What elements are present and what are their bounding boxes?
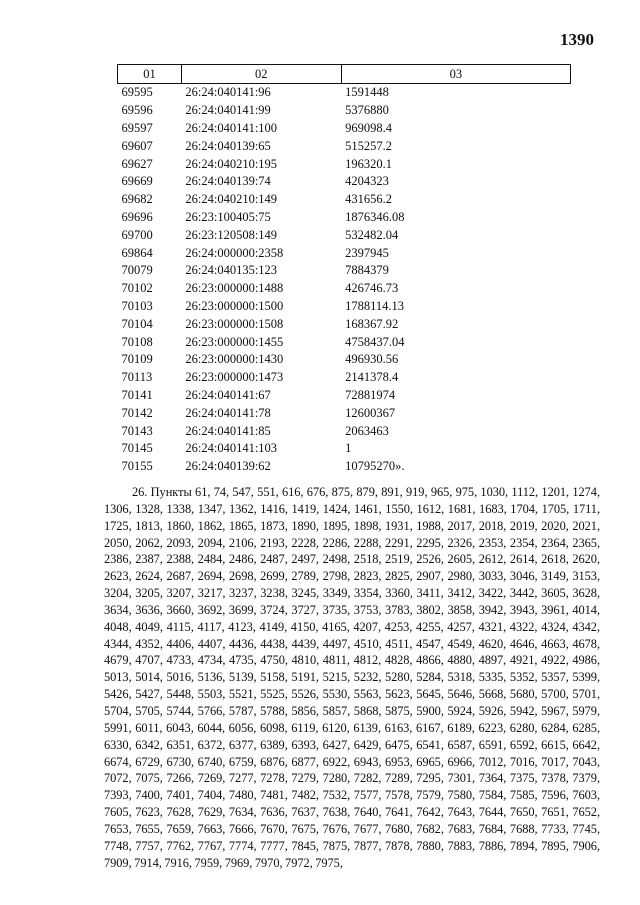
cadastral-number-cell: 26:23:000000:1508 bbox=[185, 316, 284, 331]
cadastral-number-cell: 26:24:040139:74 bbox=[185, 174, 271, 189]
row-number-cell: 70155 bbox=[121, 459, 153, 474]
cadastral-number-cell: 26:24:040141:85 bbox=[185, 423, 271, 438]
value-cell: 10795270». bbox=[345, 459, 405, 474]
cadastral-number-cell: 26:24:040141:78 bbox=[185, 405, 271, 420]
row-number-cell: 69669 bbox=[121, 174, 153, 189]
registry-table bbox=[117, 64, 571, 476]
row-number-cell: 69597 bbox=[121, 120, 153, 135]
table-row bbox=[118, 262, 571, 280]
cadastral-number-cell: 26:24:040141:99 bbox=[185, 103, 271, 118]
row-number-cell: 69864 bbox=[121, 245, 153, 260]
row-number-cell: 70113 bbox=[121, 370, 153, 385]
table-row bbox=[118, 315, 571, 333]
value-cell: 5376880 bbox=[345, 103, 389, 118]
row-number-cell: 70109 bbox=[121, 352, 153, 367]
table-row bbox=[118, 191, 571, 209]
value-cell: 515257.2 bbox=[345, 138, 393, 153]
column-header-01: 01 bbox=[118, 65, 182, 84]
value-cell: 1591448 bbox=[345, 85, 389, 100]
table-row bbox=[118, 458, 571, 476]
table-row bbox=[118, 333, 571, 351]
table-row bbox=[118, 369, 571, 387]
value-cell: 532482.04 bbox=[345, 227, 399, 242]
row-number-cell: 70079 bbox=[121, 263, 153, 278]
table-row bbox=[118, 404, 571, 422]
value-cell: 2397945 bbox=[345, 245, 389, 260]
cadastral-number-cell: 26:24:040210:195 bbox=[185, 156, 278, 171]
value-cell: 12600367 bbox=[345, 405, 396, 420]
page-number: 1390 bbox=[560, 30, 594, 49]
value-cell: 196320.1 bbox=[345, 156, 393, 171]
table-row bbox=[118, 155, 571, 173]
row-number-cell: 70145 bbox=[121, 441, 153, 456]
table-body bbox=[118, 84, 571, 476]
table-row bbox=[118, 298, 571, 316]
value-cell: 969098.4 bbox=[345, 120, 393, 135]
cadastral-number-cell: 26:24:040141:67 bbox=[185, 387, 271, 402]
table-row bbox=[118, 280, 571, 298]
value-cell: 2063463 bbox=[345, 423, 389, 438]
table-row bbox=[118, 440, 571, 458]
row-number-cell: 69682 bbox=[121, 192, 153, 207]
column-header-02: 02 bbox=[181, 65, 341, 84]
cadastral-number-cell: 26:23:000000:1455 bbox=[185, 334, 284, 349]
cadastral-number-cell: 26:23:000000:1430 bbox=[185, 352, 284, 367]
value-cell: 2141378.4 bbox=[345, 370, 399, 385]
row-number-cell: 69607 bbox=[121, 138, 153, 153]
row-number-cell: 69696 bbox=[121, 209, 153, 224]
value-cell: 496930.56 bbox=[345, 352, 399, 367]
table-row bbox=[118, 173, 571, 191]
value-cell: 431656.2 bbox=[345, 192, 393, 207]
cadastral-number-cell: 26:24:040139:65 bbox=[185, 138, 271, 153]
value-cell: 4204323 bbox=[345, 174, 389, 189]
value-cell: 7884379 bbox=[345, 263, 389, 278]
table-row bbox=[118, 84, 571, 102]
value-cell: 1876346.08 bbox=[345, 209, 405, 224]
row-number-cell: 70104 bbox=[121, 316, 153, 331]
row-number-cell: 69627 bbox=[121, 156, 153, 171]
value-cell: 1788114.13 bbox=[345, 298, 405, 313]
table-row bbox=[118, 137, 571, 155]
row-number-cell: 70142 bbox=[121, 405, 153, 420]
row-number-cell: 70141 bbox=[121, 387, 153, 402]
value-cell: 72881974 bbox=[345, 387, 396, 402]
row-number-cell: 70102 bbox=[121, 281, 153, 296]
column-header-03: 03 bbox=[341, 65, 570, 84]
cadastral-number-cell: 26:23:100405:75 bbox=[185, 209, 271, 224]
cadastral-number-cell: 26:23:000000:1473 bbox=[185, 370, 284, 385]
cadastral-number-cell: 26:24:040210:149 bbox=[185, 192, 278, 207]
row-number-cell: 69595 bbox=[121, 85, 153, 100]
row-number-cell: 69700 bbox=[121, 227, 153, 242]
cadastral-number-cell: 26:23:000000:1488 bbox=[185, 281, 284, 296]
cadastral-number-cell: 26:24:000000:2358 bbox=[185, 245, 284, 260]
table-row bbox=[118, 244, 571, 262]
item-26-paragraph: 26. Пункты 61, 74, 547, 551, 616, 676, 875, 879, 891, 919, 965, 975, 1030, 1112, 1201, 1274, 1306, 1328, 1338, 1347, 1362, 1416, 1419, 1424, 1461, 1550, 1612, 1681, 1683, 1704, 1705, 1711, 1725, 1813, 1860, 1862, 1865, 1873, 1890, 1895, 1898, 1931, 1988, 2017, 2018, 2019, 2020, 2021, 2050, 2062, 2093, 2094, 2106, 2193, 2228, 2286, 2288, 2291, 2295, 2326, 2353, 2354, 2364, 2365, 2386, 2387, 2388, 2484, 2486, 2487, 2497, 2498, 2518, 2519, 2526, 2605, 2612, 2614, 2618, 2620, 2623, 2624, 2687, 2694, 2698, 2699, 2789, 2798, 2823, 2825, 2907, 2980, 3033, 3046, 3149, 3153, 3204, 3205, 3207, 3217, 3237, 3238, 3245, 3349, 3354, 3360, 3411, 3412, 3422, 3442, 3605, 3628, 3634, 3636, 3660, 3692, 3699, 3724, 3727, 3735, 3753, 3783, 3802, 3858, 3942, 3943, 3961, 4014, 4048, 4049, 4115, 4117, 4123, 4149, 4150, 4165, 4207, 4253, 4255, 4257, 4321, 4322, 4324, 4342, 4344, 4352, 4406, 4407, 4436, 4438, 4439, 4497, 4510, 4511, 4547, 4549, 4620, 4646, 4663, 4678, 4679, 4707, 4733, 4734, 4735, 4750, 4810, 4811, 4812, 4828, 4866, 4880, 4897, 4921, 4922, 4986, 5013, 5014, 5016, 5136, 5139, 5158, 5191, 5215, 5232, 5280, 5284, 5318, 5335, 5352, 5357, 5399, 5426, 5427, 5448, 5503, 5521, 5525, 5526, 5530, 5563, 5623, 5645, 5646, 5668, 5680, 5700, 5701, 5704, 5705, 5744, 5766, 5787, 5788, 5856, 5857, 5868, 5875, 5900, 5924, 5926, 5942, 5967, 5979, 5991, 6011, 6043, 6044, 6056, 6098, 6119, 6120, 6139, 6163, 6167, 6189, 6223, 6280, 6284, 6285, 6330, 6342, 6351, 6372, 6377, 6389, 6393, 6427, 6429, 6475, 6541, 6587, 6591, 6592, 6615, 6642, 6674, 6729, 6730, 6740, 6759, 6876, 6877, 6922, 6943, 6953, 6965, 6966, 7012, 7016, 7017, 7043, 7072, 7075, 7266, 7269, 7277, 7278, 7279, 7280, 7282, 7289, 7295, 7301, 7364, 7375, 7378, 7379, 7393, 7400, 7401, 7404, 7480, 7481, 7482, 7532, 7577, 7578, 7579, 7580, 7584, 7585, 7596, 7603, 7605, 7623, 7628, 7629, 7634, 7636, 7637, 7638, 7640, 7641, 7642, 7643, 7644, 7650, 7651, 7652, 7653, 7655, 7659, 7663, 7666, 7670, 7675, 7676, 7677, 7680, 7682, 7683, 7684, 7688, 7733, 7745, 7748, 7757, 7762, 7767, 7774, 7777, 7845, 7875, 7877, 7878, 7880, 7883, 7886, 7894, 7895, 7906, 7909, 7914, 7916, 7959, 7969, 7970, 7972, 7975, bbox=[104, 485, 600, 870]
row-number-cell: 70103 bbox=[121, 298, 153, 313]
table-row bbox=[118, 351, 571, 369]
cadastral-number-cell: 26:23:120508:149 bbox=[185, 227, 278, 242]
table-row bbox=[118, 387, 571, 405]
value-cell: 426746.73 bbox=[345, 281, 399, 296]
table-row bbox=[118, 209, 571, 227]
cadastral-number-cell: 26:23:000000:1500 bbox=[185, 298, 284, 313]
table-row bbox=[118, 120, 571, 138]
table-row bbox=[118, 226, 571, 244]
cadastral-number-cell: 26:24:040139:62 bbox=[185, 459, 271, 474]
value-cell: 168367.92 bbox=[345, 316, 399, 331]
value-cell: 1 bbox=[345, 441, 352, 456]
cadastral-number-cell: 26:24:040141:103 bbox=[185, 441, 278, 456]
cadastral-number-cell: 26:24:040141:96 bbox=[185, 85, 271, 100]
row-number-cell: 69596 bbox=[121, 103, 153, 118]
table-row bbox=[118, 422, 571, 440]
cadastral-number-cell: 26:24:040141:100 bbox=[185, 120, 278, 135]
value-cell: 4758437.04 bbox=[345, 334, 405, 349]
table-row bbox=[118, 102, 571, 120]
row-number-cell: 70143 bbox=[121, 423, 153, 438]
cadastral-number-cell: 26:24:040135:123 bbox=[185, 263, 278, 278]
table-header bbox=[118, 65, 571, 84]
row-number-cell: 70108 bbox=[121, 334, 153, 349]
